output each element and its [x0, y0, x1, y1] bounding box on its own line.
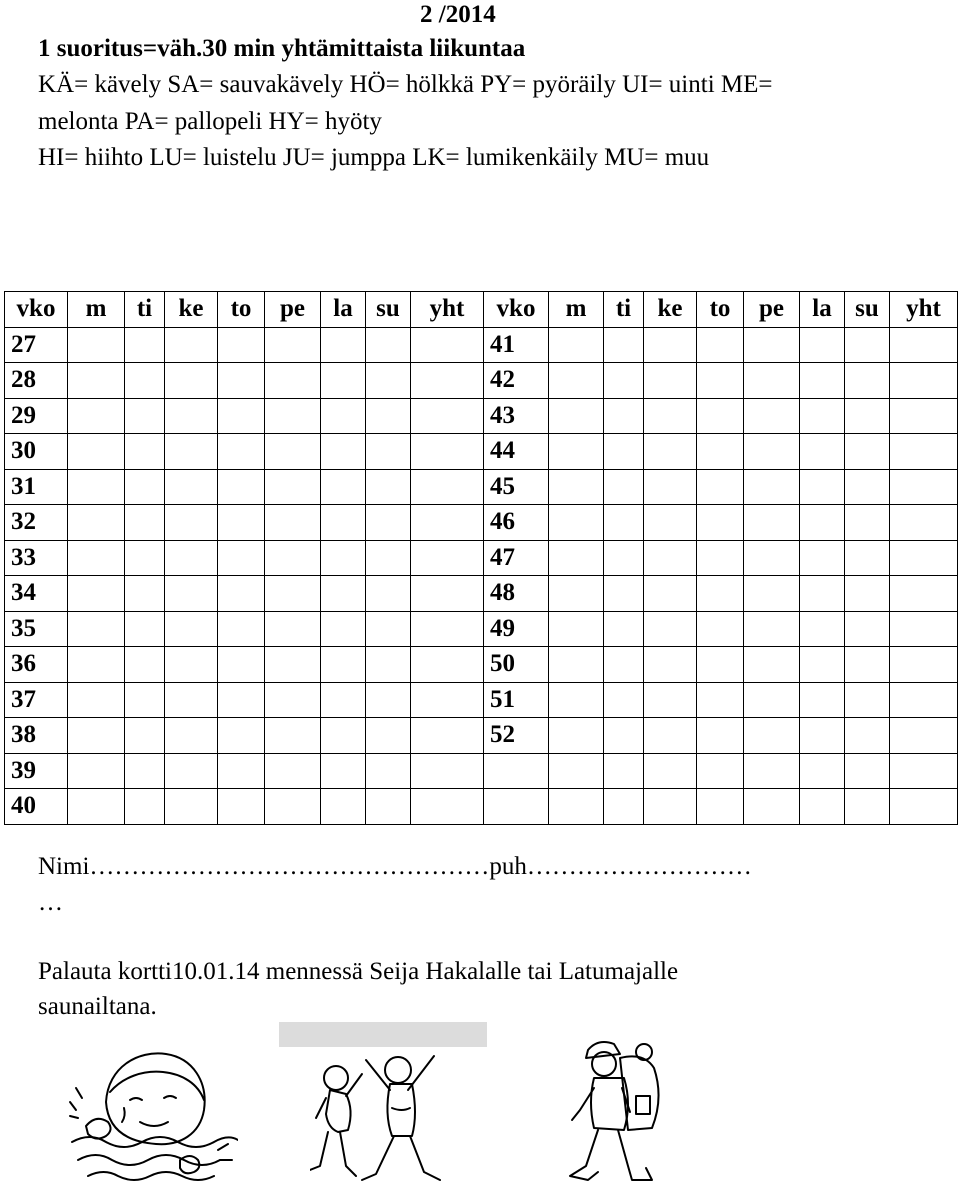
activity-entry-cell[interactable] [366, 434, 411, 470]
activity-entry-cell[interactable] [165, 576, 218, 612]
activity-entry-cell[interactable] [68, 682, 125, 718]
activity-entry-cell[interactable] [890, 505, 958, 541]
activity-entry-cell[interactable] [744, 327, 800, 363]
activity-entry-cell[interactable] [265, 647, 321, 683]
activity-entry-cell[interactable] [321, 469, 366, 505]
activity-entry-cell[interactable] [218, 505, 265, 541]
activity-entry-cell[interactable] [165, 398, 218, 434]
activity-entry-cell[interactable] [125, 611, 165, 647]
activity-entry-cell[interactable] [265, 718, 321, 754]
column-header: vko [5, 292, 68, 328]
week-number-cell: 34 [5, 576, 68, 612]
column-header: pe [744, 292, 800, 328]
activity-entry-cell[interactable] [321, 363, 366, 399]
activity-entry-cell[interactable] [165, 789, 218, 825]
activity-entry-cell[interactable] [890, 540, 958, 576]
gray-bar [279, 1022, 487, 1047]
activity-entry-cell[interactable] [890, 434, 958, 470]
activity-entry-cell[interactable] [165, 647, 218, 683]
column-header: m [549, 292, 604, 328]
activity-entry-cell[interactable] [744, 682, 800, 718]
activity-entry-cell[interactable] [549, 469, 604, 505]
activity-entry-cell[interactable] [697, 576, 744, 612]
activity-entry-cell[interactable] [845, 469, 890, 505]
activity-entry-cell[interactable] [890, 682, 958, 718]
activity-entry-cell[interactable] [644, 434, 697, 470]
activity-entry-cell[interactable] [604, 540, 644, 576]
activity-entry-cell[interactable] [265, 682, 321, 718]
activity-entry-cell[interactable] [165, 540, 218, 576]
activity-entry-cell[interactable] [366, 398, 411, 434]
gymnastics-children-image [310, 1048, 450, 1200]
activity-entry-cell[interactable] [604, 753, 644, 789]
activity-entry-cell[interactable] [549, 647, 604, 683]
activity-entry-cell[interactable] [125, 398, 165, 434]
activity-entry-cell[interactable] [265, 789, 321, 825]
activity-entry-cell[interactable] [411, 789, 484, 825]
name-phone-continuation: … [38, 889, 63, 916]
activity-entry-cell[interactable] [800, 327, 845, 363]
activity-entry-cell[interactable] [68, 398, 125, 434]
activity-entry-cell[interactable] [68, 718, 125, 754]
legend-line-1: KÄ= kävely SA= sauvakävely HÖ= hölkkä PY= pyöräily UI= uinti ME= [38, 71, 773, 98]
activity-entry-cell[interactable] [744, 647, 800, 683]
activity-entry-cell[interactable] [549, 434, 604, 470]
week-number-cell: 37 [5, 682, 68, 718]
activity-entry-cell[interactable] [697, 540, 744, 576]
week-number-cell: 42 [484, 363, 549, 399]
activity-entry-cell[interactable] [744, 540, 800, 576]
column-header: su [845, 292, 890, 328]
activity-entry-cell[interactable] [321, 611, 366, 647]
activity-entry-cell[interactable] [265, 505, 321, 541]
activity-entry-cell[interactable] [68, 789, 125, 825]
activity-entry-cell[interactable] [68, 611, 125, 647]
column-header: ke [644, 292, 697, 328]
activity-entry-cell[interactable] [366, 505, 411, 541]
activity-entry-cell[interactable] [321, 540, 366, 576]
activity-entry-cell[interactable] [845, 789, 890, 825]
table-row [5, 611, 958, 647]
activity-entry-cell[interactable] [697, 505, 744, 541]
activity-entry-cell[interactable] [800, 576, 845, 612]
activity-entry-cell[interactable] [366, 611, 411, 647]
activity-entry-cell[interactable] [125, 718, 165, 754]
activity-entry-cell[interactable] [321, 647, 366, 683]
activity-entry-cell[interactable] [218, 647, 265, 683]
activity-entry-cell[interactable] [890, 611, 958, 647]
activity-entry-cell[interactable] [68, 469, 125, 505]
activity-entry-cell[interactable] [890, 398, 958, 434]
return-instructions-line-1: Palauta kortti10.01.14 mennessä Seija Hakalalle tai Latumajalle [38, 958, 679, 985]
activity-entry-cell[interactable] [68, 327, 125, 363]
table-row [5, 327, 958, 363]
activity-entry-cell[interactable] [604, 576, 644, 612]
return-instructions-line-2: saunailtana. [38, 993, 157, 1020]
activity-entry-cell[interactable] [68, 434, 125, 470]
activity-entry-cell[interactable] [125, 540, 165, 576]
activity-entry-cell[interactable] [411, 753, 484, 789]
activity-entry-cell[interactable] [68, 576, 125, 612]
activity-entry-cell[interactable] [218, 753, 265, 789]
activity-entry-cell[interactable] [697, 327, 744, 363]
week-number-cell: 28 [5, 363, 68, 399]
table-row [5, 434, 958, 470]
activity-entry-cell[interactable] [125, 434, 165, 470]
activity-entry-cell[interactable] [218, 363, 265, 399]
activity-entry-cell[interactable] [697, 363, 744, 399]
activity-entry-cell[interactable] [890, 363, 958, 399]
activity-entry-cell[interactable] [68, 540, 125, 576]
table-row [5, 682, 958, 718]
activity-entry-cell[interactable] [321, 682, 366, 718]
activity-entry-cell[interactable] [800, 398, 845, 434]
activity-entry-cell[interactable] [218, 434, 265, 470]
column-header: yht [411, 292, 484, 328]
activity-entry-cell[interactable] [604, 682, 644, 718]
activity-entry-cell[interactable] [644, 718, 697, 754]
week-number-cell: 27 [5, 327, 68, 363]
column-header: ti [604, 292, 644, 328]
activity-entry-cell[interactable] [321, 753, 366, 789]
activity-entry-cell[interactable] [890, 469, 958, 505]
activity-entry-cell[interactable] [800, 753, 845, 789]
activity-entry-cell[interactable] [218, 611, 265, 647]
activity-entry-cell[interactable] [411, 611, 484, 647]
column-header: ti [125, 292, 165, 328]
activity-entry-cell[interactable] [321, 718, 366, 754]
table-row [5, 469, 958, 505]
table-row [5, 789, 958, 825]
activity-entry-cell[interactable] [845, 540, 890, 576]
activity-entry-cell[interactable] [366, 647, 411, 683]
rule-heading: 1 suoritus=väh.30 min yhtämittaista liikuntaa [38, 35, 526, 62]
activity-entry-cell[interactable] [366, 327, 411, 363]
activity-entry-cell[interactable] [411, 647, 484, 683]
activity-entry-cell[interactable] [549, 611, 604, 647]
activity-entry-cell[interactable] [644, 363, 697, 399]
activity-entry-cell[interactable] [265, 434, 321, 470]
activity-entry-cell[interactable] [549, 398, 604, 434]
table-row [5, 505, 958, 541]
activity-entry-cell[interactable] [165, 363, 218, 399]
column-header: ke [165, 292, 218, 328]
activity-entry-cell[interactable] [68, 505, 125, 541]
swimmer-image [68, 1042, 238, 1192]
activity-entry-cell[interactable] [697, 398, 744, 434]
activity-entry-cell[interactable] [549, 540, 604, 576]
activity-entry-cell[interactable] [265, 753, 321, 789]
activity-entry-cell[interactable] [125, 789, 165, 825]
activity-entry-cell[interactable] [644, 576, 697, 612]
column-header: vko [484, 292, 549, 328]
activity-entry-cell[interactable] [265, 327, 321, 363]
activity-entry-cell[interactable] [604, 611, 644, 647]
activity-entry-cell[interactable] [644, 682, 697, 718]
activity-entry-cell[interactable] [845, 398, 890, 434]
activity-entry-cell[interactable] [644, 505, 697, 541]
activity-entry-cell[interactable] [165, 718, 218, 754]
activity-entry-cell[interactable] [218, 540, 265, 576]
activity-entry-cell[interactable] [321, 576, 366, 612]
activity-entry-cell[interactable] [265, 576, 321, 612]
activity-entry-cell[interactable] [800, 505, 845, 541]
activity-entry-cell[interactable] [800, 718, 845, 754]
activity-entry-cell[interactable] [604, 398, 644, 434]
activity-entry-cell[interactable] [125, 363, 165, 399]
activity-entry-cell[interactable] [366, 682, 411, 718]
activity-entry-cell[interactable] [411, 363, 484, 399]
legend-line-3: HI= hiihto LU= luistelu JU= jumppa LK= lumikenkäily MU= muu [38, 144, 710, 171]
activity-entry-cell[interactable] [125, 647, 165, 683]
activity-entry-cell[interactable] [800, 682, 845, 718]
activity-entry-cell[interactable] [321, 434, 366, 470]
activity-entry-cell[interactable] [366, 718, 411, 754]
activity-entry-cell[interactable] [697, 718, 744, 754]
activity-entry-cell[interactable] [890, 753, 958, 789]
activity-entry-cell[interactable] [218, 682, 265, 718]
activity-entry-cell[interactable] [411, 398, 484, 434]
week-number-cell: 35 [5, 611, 68, 647]
activity-entry-cell[interactable] [890, 647, 958, 683]
week-number-cell: 40 [5, 789, 68, 825]
activity-entry-cell[interactable] [644, 611, 697, 647]
activity-entry-cell[interactable] [644, 753, 697, 789]
activity-entry-cell[interactable] [411, 718, 484, 754]
activity-entry-cell[interactable] [411, 682, 484, 718]
hiker-image [558, 1036, 688, 1196]
activity-entry-cell[interactable] [125, 753, 165, 789]
column-header: su [366, 292, 411, 328]
week-number-cell: 47 [484, 540, 549, 576]
table-row [5, 576, 958, 612]
week-number-cell: 31 [5, 469, 68, 505]
activity-entry-cell[interactable] [411, 327, 484, 363]
activity-log-table [4, 291, 958, 825]
activity-entry-cell[interactable] [800, 469, 845, 505]
activity-entry-cell[interactable] [549, 682, 604, 718]
activity-entry-cell[interactable] [165, 505, 218, 541]
week-number-cell: 45 [484, 469, 549, 505]
activity-entry-cell[interactable] [744, 753, 800, 789]
activity-entry-cell[interactable] [800, 611, 845, 647]
column-header: to [218, 292, 265, 328]
week-number-cell: 52 [484, 718, 549, 754]
activity-entry-cell[interactable] [604, 327, 644, 363]
activity-entry-cell[interactable] [411, 540, 484, 576]
activity-entry-cell[interactable] [218, 327, 265, 363]
activity-entry-cell[interactable] [845, 434, 890, 470]
activity-entry-cell[interactable] [68, 363, 125, 399]
column-header: m [68, 292, 125, 328]
activity-entry-cell[interactable] [644, 327, 697, 363]
activity-entry-cell[interactable] [697, 753, 744, 789]
activity-entry-cell[interactable] [845, 363, 890, 399]
activity-entry-cell[interactable] [165, 469, 218, 505]
activity-entry-cell[interactable] [744, 469, 800, 505]
activity-entry-cell[interactable] [218, 789, 265, 825]
activity-entry-cell[interactable] [549, 789, 604, 825]
activity-entry-cell[interactable] [165, 434, 218, 470]
activity-entry-cell[interactable] [366, 576, 411, 612]
activity-entry-cell[interactable] [890, 327, 958, 363]
legend-line-2: melonta PA= pallopeli HY= hyöty [38, 108, 382, 135]
activity-entry-cell[interactable] [697, 789, 744, 825]
table-row [5, 363, 958, 399]
activity-entry-cell[interactable] [890, 718, 958, 754]
activity-entry-cell[interactable] [697, 682, 744, 718]
activity-entry-cell[interactable] [125, 576, 165, 612]
activity-entry-cell[interactable] [800, 647, 845, 683]
week-number-cell [484, 789, 549, 825]
activity-entry-cell[interactable] [697, 434, 744, 470]
activity-entry-cell[interactable] [321, 505, 366, 541]
activity-entry-cell[interactable] [800, 789, 845, 825]
activity-entry-cell[interactable] [165, 753, 218, 789]
activity-entry-cell[interactable] [411, 434, 484, 470]
activity-entry-cell[interactable] [411, 505, 484, 541]
activity-entry-cell[interactable] [604, 718, 644, 754]
week-number-cell: 50 [484, 647, 549, 683]
activity-entry-cell[interactable] [744, 718, 800, 754]
activity-entry-cell[interactable] [800, 434, 845, 470]
week-number-cell: 48 [484, 576, 549, 612]
activity-entry-cell[interactable] [321, 398, 366, 434]
name-phone-line: Nimi…………………………………………puh……………………… [38, 853, 752, 880]
activity-entry-cell[interactable] [321, 789, 366, 825]
activity-entry-cell[interactable] [744, 398, 800, 434]
activity-entry-cell[interactable] [549, 327, 604, 363]
activity-entry-cell[interactable] [744, 505, 800, 541]
activity-entry-cell[interactable] [604, 647, 644, 683]
activity-entry-cell[interactable] [165, 611, 218, 647]
activity-entry-cell[interactable] [845, 576, 890, 612]
activity-entry-cell[interactable] [800, 363, 845, 399]
activity-entry-cell[interactable] [845, 718, 890, 754]
column-header: la [800, 292, 845, 328]
activity-entry-cell[interactable] [549, 505, 604, 541]
activity-entry-cell[interactable] [744, 576, 800, 612]
activity-entry-cell[interactable] [644, 469, 697, 505]
activity-entry-cell[interactable] [125, 469, 165, 505]
activity-entry-cell[interactable] [744, 611, 800, 647]
activity-entry-cell[interactable] [68, 753, 125, 789]
activity-entry-cell[interactable] [604, 789, 644, 825]
activity-entry-cell[interactable] [604, 505, 644, 541]
week-number-cell: 36 [5, 647, 68, 683]
activity-entry-cell[interactable] [890, 576, 958, 612]
activity-entry-cell[interactable] [265, 363, 321, 399]
week-number-cell: 44 [484, 434, 549, 470]
table-row [5, 753, 958, 789]
table-header-row [5, 292, 958, 328]
activity-entry-cell[interactable] [366, 469, 411, 505]
week-number-cell: 32 [5, 505, 68, 541]
table-row [5, 540, 958, 576]
week-number-cell: 33 [5, 540, 68, 576]
activity-entry-cell[interactable] [644, 398, 697, 434]
activity-entry-cell[interactable] [265, 398, 321, 434]
week-number-cell: 29 [5, 398, 68, 434]
activity-entry-cell[interactable] [644, 540, 697, 576]
activity-entry-cell[interactable] [125, 327, 165, 363]
activity-entry-cell[interactable] [845, 327, 890, 363]
activity-entry-cell[interactable] [744, 434, 800, 470]
activity-entry-cell[interactable] [321, 327, 366, 363]
activity-entry-cell[interactable] [165, 682, 218, 718]
activity-entry-cell[interactable] [366, 789, 411, 825]
activity-entry-cell[interactable] [265, 611, 321, 647]
activity-entry-cell[interactable] [549, 718, 604, 754]
week-number-cell: 46 [484, 505, 549, 541]
week-number-cell: 38 [5, 718, 68, 754]
activity-entry-cell[interactable] [644, 789, 697, 825]
activity-entry-cell[interactable] [411, 576, 484, 612]
date-heading: 2 /2014 [420, 1, 496, 28]
activity-entry-cell[interactable] [845, 753, 890, 789]
activity-entry-cell[interactable] [366, 753, 411, 789]
activity-entry-cell[interactable] [549, 576, 604, 612]
activity-entry-cell[interactable] [845, 647, 890, 683]
activity-entry-cell[interactable] [411, 469, 484, 505]
activity-entry-cell[interactable] [697, 647, 744, 683]
week-number-cell: 51 [484, 682, 549, 718]
activity-entry-cell[interactable] [165, 327, 218, 363]
activity-entry-cell[interactable] [697, 469, 744, 505]
activity-entry-cell[interactable] [697, 611, 744, 647]
activity-entry-cell[interactable] [265, 540, 321, 576]
activity-entry-cell[interactable] [890, 789, 958, 825]
activity-entry-cell[interactable] [218, 718, 265, 754]
activity-entry-cell[interactable] [125, 505, 165, 541]
table-row [5, 718, 958, 754]
activity-entry-cell[interactable] [845, 505, 890, 541]
table-row [5, 398, 958, 434]
week-number-cell: 43 [484, 398, 549, 434]
activity-entry-cell[interactable] [68, 647, 125, 683]
activity-entry-cell[interactable] [549, 753, 604, 789]
activity-entry-cell[interactable] [218, 398, 265, 434]
activity-entry-cell[interactable] [800, 540, 845, 576]
activity-entry-cell[interactable] [744, 363, 800, 399]
week-number-cell: 30 [5, 434, 68, 470]
activity-entry-cell[interactable] [604, 469, 644, 505]
activity-entry-cell[interactable] [125, 682, 165, 718]
activity-entry-cell[interactable] [218, 576, 265, 612]
activity-entry-cell[interactable] [845, 611, 890, 647]
activity-entry-cell[interactable] [265, 469, 321, 505]
week-number-cell: 49 [484, 611, 549, 647]
activity-entry-cell[interactable] [366, 363, 411, 399]
activity-entry-cell[interactable] [744, 789, 800, 825]
week-number-cell: 41 [484, 327, 549, 363]
activity-entry-cell[interactable] [604, 363, 644, 399]
activity-entry-cell[interactable] [845, 682, 890, 718]
column-header: to [697, 292, 744, 328]
week-number-cell [484, 753, 549, 789]
column-header: pe [265, 292, 321, 328]
activity-entry-cell[interactable] [549, 363, 604, 399]
activity-entry-cell[interactable] [604, 434, 644, 470]
table-row [5, 647, 958, 683]
activity-entry-cell[interactable] [644, 647, 697, 683]
activity-entry-cell[interactable] [366, 540, 411, 576]
column-header: yht [890, 292, 958, 328]
week-number-cell: 39 [5, 753, 68, 789]
activity-entry-cell[interactable] [218, 469, 265, 505]
column-header: la [321, 292, 366, 328]
